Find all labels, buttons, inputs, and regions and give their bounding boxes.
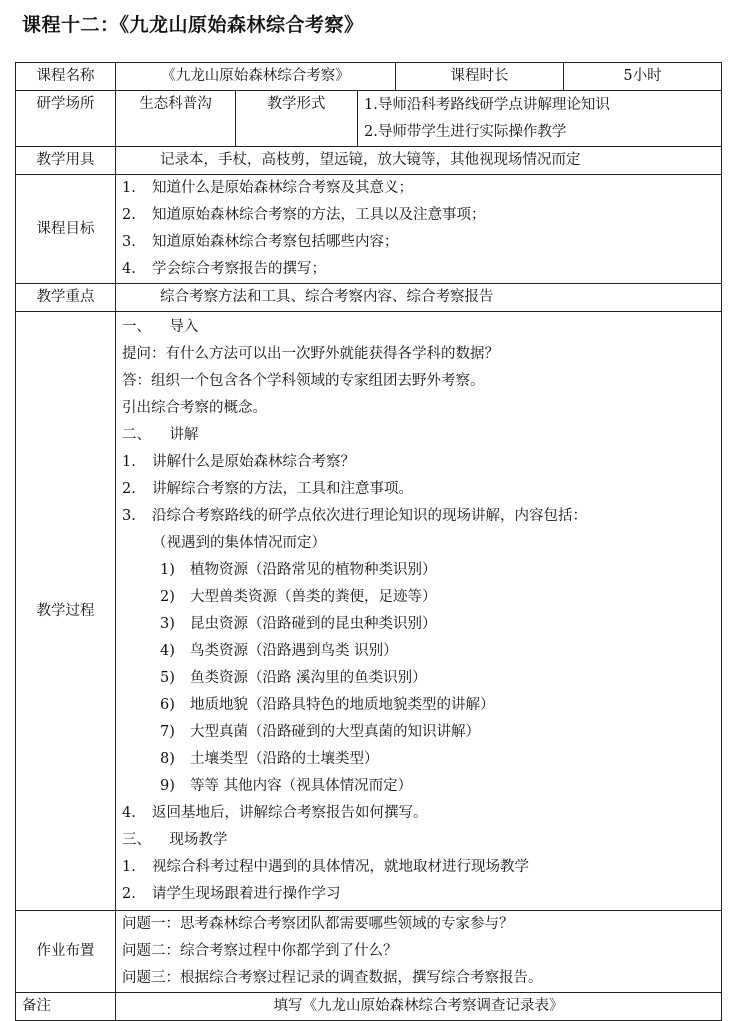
process-item: 4. 返回基地后，讲解综合考察报告如何撰写。 [122,805,428,821]
question-text: 提问：有什么方法可以出一次野外就能获得各学科的数据？ [122,346,499,362]
goal-item: 1. 知道什么是原始森林综合考察及其意义； [122,180,413,196]
process-item: 1. 讲解什么是原始森林综合考察？ [122,454,355,470]
focus-value: 综合考察方法和工具、综合考察内容、综合考察报告 [116,284,722,312]
goals-list [116,175,722,284]
row-process [16,312,722,911]
process-subitem: 2) 大型兽类资源（兽类的粪便，足迹等） [160,589,437,605]
process-subitem: 8) 土壤类型（沿路的土壤类型） [160,751,379,767]
form-label: 教学形式 [236,91,358,147]
row-tools [16,147,722,175]
form-items [358,91,722,147]
process-subitem: 3) 昆虫资源（沿路碰到的昆虫种类识别） [160,616,437,632]
course-duration-value: 5小时 [564,63,722,91]
goals-label: 课程目标 [16,175,116,284]
process-subitem: 7) 大型真菌（沿路碰到的大型真菌的知识讲解） [160,724,480,740]
section-heading: 三、 现场教学 [122,832,228,848]
answer-text: 答：组织一个包含各个学科领域的专家组团去野外考察。 [122,373,485,389]
goal-item: 3. 知道原始森林综合考察包括哪些内容； [122,234,399,250]
row-course-name [16,63,722,91]
row-remarks [16,993,722,1021]
process-item: 3. 沿综合考察路线的研学点依次进行理论知识的现场讲解，内容包括： [122,508,587,524]
course-table [15,62,722,1021]
remarks-label: 备注 [16,993,116,1021]
process-subitem: 9) 等等 其他内容（视具体情况而定） [160,778,413,794]
row-site [16,91,722,147]
course-duration-label: 课程时长 [396,63,564,91]
process-subitem: 1) 植物资源（沿路常见的植物种类识别） [160,562,437,578]
course-name-label: 课程名称 [16,63,116,91]
row-goals [16,175,722,284]
site-label: 研学场所 [16,91,116,147]
goal-item: 4. 学会综合考察报告的撰写； [122,261,326,277]
homework-list [116,911,722,993]
process-item: 2. 讲解综合考察的方法，工具和注意事项。 [122,481,413,497]
process-subitem: 6) 地质地貌（沿路具特色的地质地貌类型的讲解） [160,697,495,713]
process-item: 1. 视综合科考过程中遇到的具体情况，就地取材进行现场教学 [122,859,529,875]
goal-item: 2. 知道原始森林综合考察的方法，工具以及注意事项； [122,207,486,223]
section-heading: 一、 导入 [122,319,199,335]
row-focus [16,284,722,312]
homework-label: 作业布置 [16,911,116,993]
site-value: 生态科普沟 [116,91,236,147]
process-label: 教学过程 [16,312,116,911]
homework-item: 问题三：根据综合考察过程记录的调查数据，撰写综合考察报告。 [122,970,543,986]
homework-item: 问题二：综合考察过程中你都学到了什么？ [122,943,398,959]
focus-label: 教学重点 [16,284,116,312]
tools-value: 记录本，手杖，高枝剪，望远镜，放大镜等，其他视现场情况而定 [116,147,722,175]
homework-item: 问题一：思考森林综合考察团队都需要哪些领域的专家参与？ [122,916,514,932]
intro-text: 引出综合考察的概念。 [122,400,267,416]
process-subitem: 5) 鱼类资源（沿路 溪沟里的鱼类识别） [160,670,427,686]
process-note: （视遇到的集体情况而定） [152,535,326,551]
remarks-value: 填写《九龙山原始森林综合考察调查记录表》 [116,993,722,1021]
course-name-value: 《九龙山原始森林综合考察》 [116,63,396,91]
process-content [116,312,722,911]
tools-label: 教学用具 [16,147,116,175]
process-item: 2. 请学生现场跟着进行操作学习 [122,886,341,902]
section-heading: 二、 讲解 [122,427,199,443]
form-item: 2.导师带学生进行实际操作教学 [364,123,567,140]
row-homework [16,911,722,993]
page-title: 课程十二：《九龙山原始森林综合考察》 [22,14,364,36]
form-item: 1.导师沿科考路线研学点讲解理论知识 [364,96,610,113]
process-subitem: 4) 鸟类资源（沿路遇到鸟类 识别） [160,643,398,659]
